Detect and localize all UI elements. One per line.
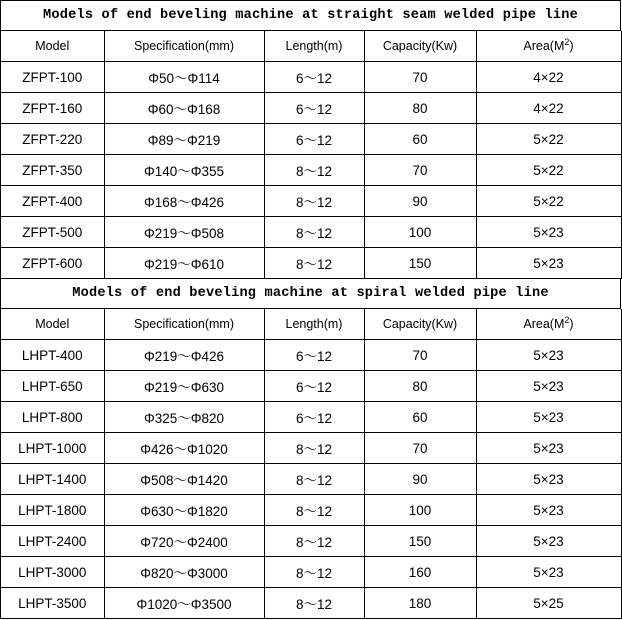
cell-area: 5×23	[476, 371, 621, 402]
table-row	[1, 124, 621, 155]
cell-capacity: 70	[364, 155, 476, 186]
cell-area: 4×22	[476, 62, 621, 93]
cell-capacity: 150	[364, 526, 476, 557]
cell-capacity: 60	[364, 402, 476, 433]
table-header-row	[1, 31, 621, 62]
table-row	[1, 588, 621, 619]
cell-capacity: 90	[364, 186, 476, 217]
cell-length: 6～12	[264, 402, 364, 433]
cell-capacity: 60	[364, 124, 476, 155]
cell-specification: Φ1020～Φ3500	[104, 588, 264, 619]
spiral-section-title: Models of end beveling machine at spiral welded pipe line	[1, 279, 621, 309]
header-length: Length(m)	[264, 309, 364, 340]
cell-specification: Φ140～Φ355	[104, 155, 264, 186]
cell-length: 8～12	[264, 433, 364, 464]
table-row	[1, 155, 621, 186]
header-area-label: Area(M	[523, 317, 565, 331]
cell-model: ZFPT-600	[1, 248, 104, 279]
cell-specification: Φ219～Φ426	[104, 340, 264, 371]
header-model: Model	[1, 31, 104, 62]
table-row	[1, 433, 621, 464]
cell-model: LHPT-1800	[1, 495, 104, 526]
cell-model: ZFPT-220	[1, 124, 104, 155]
cell-area: 5×22	[476, 155, 621, 186]
cell-model: ZFPT-350	[1, 155, 104, 186]
cell-specification: Φ630～Φ1820	[104, 495, 264, 526]
cell-specification: Φ60～Φ168	[104, 93, 264, 124]
cell-area: 5×23	[476, 495, 621, 526]
table-row	[1, 495, 621, 526]
cell-area: 5×23	[476, 464, 621, 495]
table-row	[1, 217, 621, 248]
cell-area: 5×23	[476, 526, 621, 557]
header-area-close: )	[569, 317, 574, 331]
cell-specification: Φ219～Φ630	[104, 371, 264, 402]
table-row	[1, 557, 621, 588]
cell-capacity: 160	[364, 557, 476, 588]
cell-length: 8～12	[264, 588, 364, 619]
cell-capacity: 100	[364, 217, 476, 248]
cell-area: 5×22	[476, 186, 621, 217]
cell-capacity: 70	[364, 62, 476, 93]
cell-length: 8～12	[264, 217, 364, 248]
table-header-row	[1, 309, 621, 340]
cell-specification: Φ325～Φ820	[104, 402, 264, 433]
cell-area: 5×23	[476, 340, 621, 371]
cell-model: ZFPT-500	[1, 217, 104, 248]
cell-capacity: 70	[364, 433, 476, 464]
header-length: Length(m)	[264, 31, 364, 62]
cell-area: 5×23	[476, 402, 621, 433]
table-row	[1, 371, 621, 402]
table-row	[1, 186, 621, 217]
cell-length: 8～12	[264, 155, 364, 186]
cell-length: 6～12	[264, 62, 364, 93]
header-area-label: Area(M	[523, 39, 565, 53]
cell-area: 5×23	[476, 217, 621, 248]
table-row	[1, 526, 621, 557]
header-capacity: Capacity(Kw)	[364, 309, 476, 340]
cell-model: ZFPT-160	[1, 93, 104, 124]
cell-length: 8～12	[264, 464, 364, 495]
cell-length: 6～12	[264, 340, 364, 371]
cell-specification: Φ820～Φ3000	[104, 557, 264, 588]
cell-model: LHPT-3500	[1, 588, 104, 619]
header-area-close: )	[569, 39, 574, 53]
table-row	[1, 464, 621, 495]
cell-model: LHPT-1000	[1, 433, 104, 464]
cell-capacity: 100	[364, 495, 476, 526]
cell-length: 6～12	[264, 124, 364, 155]
cell-specification: Φ219～Φ508	[104, 217, 264, 248]
cell-area: 5×23	[476, 248, 621, 279]
cell-length: 8～12	[264, 526, 364, 557]
cell-specification: Φ426～Φ1020	[104, 433, 264, 464]
cell-length: 8～12	[264, 186, 364, 217]
header-area	[476, 31, 621, 62]
table-row	[1, 248, 621, 279]
cell-specification: Φ89～Φ219	[104, 124, 264, 155]
header-area	[476, 309, 621, 340]
cell-model: ZFPT-100	[1, 62, 104, 93]
cell-specification: Φ720～Φ2400	[104, 526, 264, 557]
spiral-table	[1, 309, 622, 619]
cell-specification: Φ50～Φ114	[104, 62, 264, 93]
straight-seam-section-title: Models of end beveling machine at straight seam welded pipe line	[1, 1, 621, 31]
cell-specification: Φ219～Φ610	[104, 248, 264, 279]
cell-model: LHPT-2400	[1, 526, 104, 557]
cell-area: 5×22	[476, 124, 621, 155]
table-row	[1, 62, 621, 93]
cell-length: 8～12	[264, 495, 364, 526]
header-capacity: Capacity(Kw)	[364, 31, 476, 62]
cell-model: LHPT-1400	[1, 464, 104, 495]
cell-specification: Φ508～Φ1420	[104, 464, 264, 495]
cell-capacity: 90	[364, 464, 476, 495]
cell-area: 5×23	[476, 557, 621, 588]
straight-seam-table	[1, 31, 622, 279]
header-model: Model	[1, 309, 104, 340]
header-area-exponent: 2	[564, 314, 570, 325]
cell-model: ZFPT-400	[1, 186, 104, 217]
cell-model: LHPT-400	[1, 340, 104, 371]
cell-model: LHPT-3000	[1, 557, 104, 588]
header-specification: Specification(mm)	[104, 31, 264, 62]
table-row	[1, 93, 621, 124]
cell-area: 5×25	[476, 588, 621, 619]
cell-model: LHPT-800	[1, 402, 104, 433]
cell-length: 6～12	[264, 371, 364, 402]
cell-model: LHPT-650	[1, 371, 104, 402]
cell-length: 8～12	[264, 557, 364, 588]
cell-capacity: 80	[364, 93, 476, 124]
table-row	[1, 402, 621, 433]
cell-area: 4×22	[476, 93, 621, 124]
cell-capacity: 150	[364, 248, 476, 279]
cell-length: 6～12	[264, 93, 364, 124]
cell-capacity: 180	[364, 588, 476, 619]
cell-capacity: 80	[364, 371, 476, 402]
cell-capacity: 70	[364, 340, 476, 371]
table-row	[1, 340, 621, 371]
header-specification: Specification(mm)	[104, 309, 264, 340]
cell-length: 8～12	[264, 248, 364, 279]
header-area-exponent: 2	[564, 36, 570, 47]
cell-area: 5×23	[476, 433, 621, 464]
cell-specification: Φ168～Φ426	[104, 186, 264, 217]
